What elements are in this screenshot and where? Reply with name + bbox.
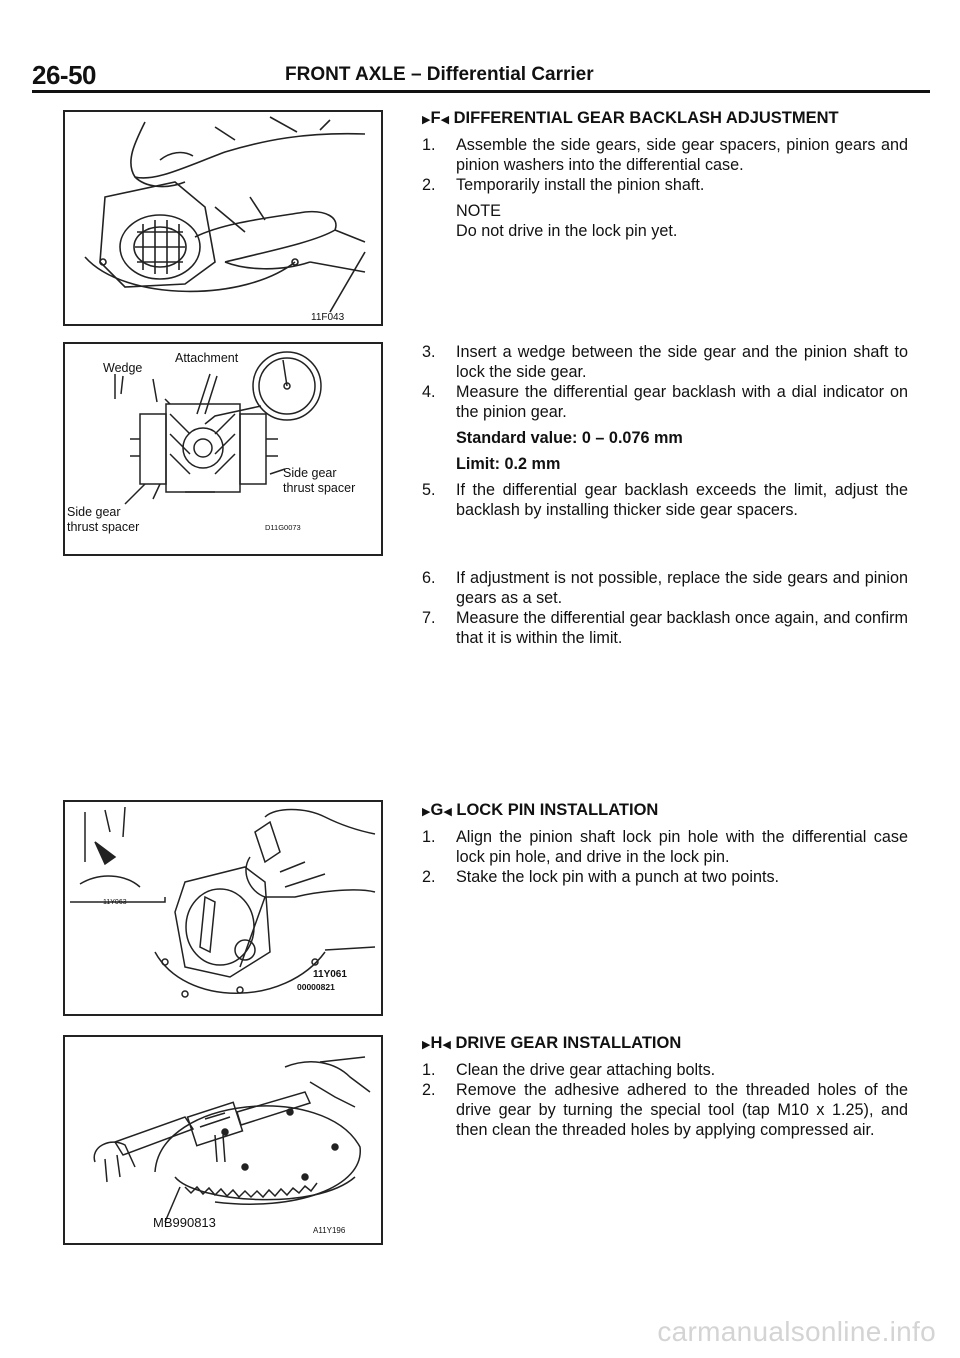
step-text: Align the pinion shaft lock pin hole with the differential case lock pin hole, and drive in the lock pin. — [456, 828, 908, 866]
figure-code: 11Y061 — [313, 969, 347, 980]
step-number: 1. — [422, 1061, 436, 1079]
step-text: Measure the differential gear backlash once again, and confirm that it is within the limit. — [456, 609, 908, 647]
section-title — [422, 1033, 908, 1055]
step-number: 2. — [422, 176, 436, 194]
step — [422, 867, 908, 887]
watermark: carmanualsonline.info — [657, 1316, 936, 1347]
step — [422, 1080, 908, 1140]
step-number: 7. — [422, 609, 436, 627]
section-differential-backlash — [422, 108, 908, 241]
step-number: 3. — [422, 343, 436, 361]
step-number: 2. — [422, 1081, 436, 1099]
section-drive-gear-installation — [422, 1033, 908, 1140]
figure-code: A11Y196 — [313, 1226, 346, 1235]
step-number: 2. — [422, 868, 436, 886]
step — [422, 827, 908, 867]
section-marker: H — [430, 1034, 443, 1052]
section-heading: DIFFERENTIAL GEAR BACKLASH ADJUSTMENT — [453, 109, 839, 127]
figure-lock-pin — [63, 800, 383, 1016]
figure-drive-gear-tap — [63, 1035, 383, 1245]
section-title — [422, 800, 908, 822]
tool-label: MB990813 — [153, 1215, 216, 1230]
triangle-left-icon: ◀ — [443, 806, 452, 818]
step-text: If the differential gear backlash exceeds the limit, adjust the backlash by installing thicker side gear spacers. — [456, 481, 908, 519]
step — [422, 135, 908, 175]
step-number: 6. — [422, 569, 436, 587]
triangle-right-icon: ▶ — [422, 114, 431, 126]
label-side-gear-left: Side gear — [67, 505, 121, 519]
limit-value: Limit: 0.2 mm — [456, 455, 561, 473]
step-number: 4. — [422, 383, 436, 401]
step-text: Stake the lock pin with a punch at two points. — [456, 868, 780, 886]
section-lock-pin-installation — [422, 800, 908, 887]
section-heading: DRIVE GEAR INSTALLATION — [455, 1034, 682, 1052]
page-title: FRONT AXLE – Differential Carrier — [285, 64, 594, 85]
note-label: NOTE — [456, 202, 501, 220]
step-text: Insert a wedge between the side gear and the pinion shaft to lock the side gear. — [456, 343, 908, 381]
label-attachment: Attachment — [175, 351, 239, 365]
section-marker: G — [430, 801, 444, 819]
triangle-right-icon: ▶ — [422, 806, 431, 818]
step-number: 1. — [422, 136, 436, 154]
step-text: If adjustment is not possible, replace the side gears and pinion gears as a set. — [456, 569, 908, 607]
triangle-left-icon: ◀ — [440, 114, 450, 126]
step — [422, 1060, 908, 1080]
section-differential-backlash-cont2 — [422, 568, 908, 648]
step — [422, 342, 908, 382]
step-text: Assemble the side gears, side gear spacers, pinion gears and pinion washers into the differential case. — [456, 136, 908, 174]
figure-code: D11G0073 — [265, 523, 301, 532]
inset-code: 11Y063 — [103, 899, 127, 906]
figure-code: 11F043 — [311, 312, 345, 323]
figure-assemble-gears — [63, 110, 383, 326]
step-text: Temporarily install the pinion shaft. — [456, 176, 705, 194]
triangle-right-icon: ▶ — [422, 1039, 431, 1051]
step-text: Measure the differential gear backlash with a dial indicator on the pinion gear. — [456, 383, 908, 421]
triangle-left-icon: ◀ — [442, 1039, 451, 1051]
note-text: Do not drive in the lock pin yet. — [456, 222, 678, 240]
section-marker: F — [430, 109, 441, 127]
step-text: Remove the adhesive adhered to the threaded holes of the drive gear by turning the special tool (tap M10 x 1.25), and then clean the threaded holes by applying compressed air. — [456, 1081, 908, 1139]
label-wedge: Wedge — [103, 361, 143, 375]
figure-backlash-measurement — [63, 342, 383, 556]
step — [422, 568, 908, 608]
section-heading: LOCK PIN INSTALLATION — [456, 801, 659, 819]
step — [422, 480, 908, 520]
page-header — [32, 60, 930, 93]
standard-value: Standard value: 0 – 0.076 mm — [456, 429, 683, 447]
step-number: 5. — [422, 481, 436, 499]
step-text: Clean the drive gear attaching bolts. — [456, 1061, 716, 1079]
backlash-diagram — [65, 344, 381, 554]
figure-code-secondary: 00000821 — [297, 982, 335, 992]
page-number: 26-50 — [32, 60, 96, 90]
label-side-gear-right: Side gear — [283, 466, 337, 480]
section-differential-backlash-cont — [422, 342, 908, 520]
label-thrust-spacer-right: thrust spacer — [283, 481, 356, 495]
drive-gear-illustration — [65, 1037, 381, 1243]
section-title — [422, 108, 908, 130]
step — [422, 175, 908, 195]
assemble-gears-illustration — [65, 112, 381, 324]
lock-pin-illustration — [65, 802, 381, 1014]
step — [422, 382, 908, 422]
step — [422, 608, 908, 648]
step-number: 1. — [422, 828, 436, 846]
label-thrust-spacer-left: thrust spacer — [67, 520, 140, 534]
